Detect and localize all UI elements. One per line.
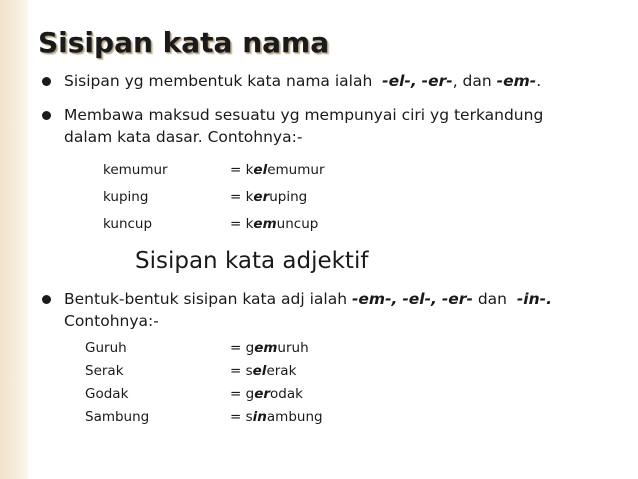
- conjunction: , dan: [452, 72, 492, 90]
- example-result: = sinambung: [230, 409, 323, 425]
- conjunction: dan: [477, 290, 507, 308]
- infix-el: -el-,: [402, 290, 437, 308]
- example-word: kuping: [103, 189, 149, 205]
- example-word: kuncup: [103, 216, 153, 232]
- bullet-adjective-infixes: [42, 288, 552, 332]
- example-word: Sambung: [85, 409, 150, 425]
- bullet-text-line1: Membawa maksud sesuatu yg mempunyai ciri yg terkandung: [64, 106, 544, 124]
- bullet-noun-infixes: [42, 70, 541, 92]
- bullet-text: Sisipan yg membentuk kata nama ialah: [64, 72, 373, 90]
- bullet-dot-icon: [42, 77, 51, 86]
- bullet-text: Bentuk-bentuk sisipan kata adj ialah: [64, 290, 348, 308]
- infix-em: -em-: [496, 72, 537, 90]
- example-word: Serak: [85, 363, 124, 379]
- bullet-meaning: [42, 104, 543, 148]
- example-result: = kemuncup: [230, 216, 319, 232]
- example-result: = gemuruh: [230, 340, 309, 356]
- bullet-text-line2: Contohnya:-: [64, 312, 159, 330]
- slide-title: Sisipan kata nama: [38, 26, 330, 59]
- section-heading-adjective: Sisipan kata adjektif: [135, 248, 369, 274]
- infix-er: -er-: [421, 72, 453, 90]
- example-result: = selerak: [230, 363, 297, 379]
- infix-er: -er-: [441, 290, 473, 308]
- bullet-text-line2: dalam kata dasar. Contohnya:-: [64, 128, 303, 146]
- infix-in: -in-.: [516, 290, 552, 308]
- period: .: [536, 72, 542, 90]
- decorative-side-strip: [0, 0, 28, 479]
- example-result: = kelemumur: [230, 162, 325, 178]
- bullet-dot-icon: [42, 295, 51, 304]
- example-result: = keruping: [230, 189, 308, 205]
- example-result: = gerodak: [230, 386, 303, 402]
- infix-el: -el-,: [382, 72, 417, 90]
- bullet-dot-icon: [42, 111, 51, 120]
- example-word: kemumur: [103, 162, 168, 178]
- example-word: Godak: [85, 386, 129, 402]
- example-word: Guruh: [85, 340, 127, 356]
- infix-em: -em-,: [351, 290, 398, 308]
